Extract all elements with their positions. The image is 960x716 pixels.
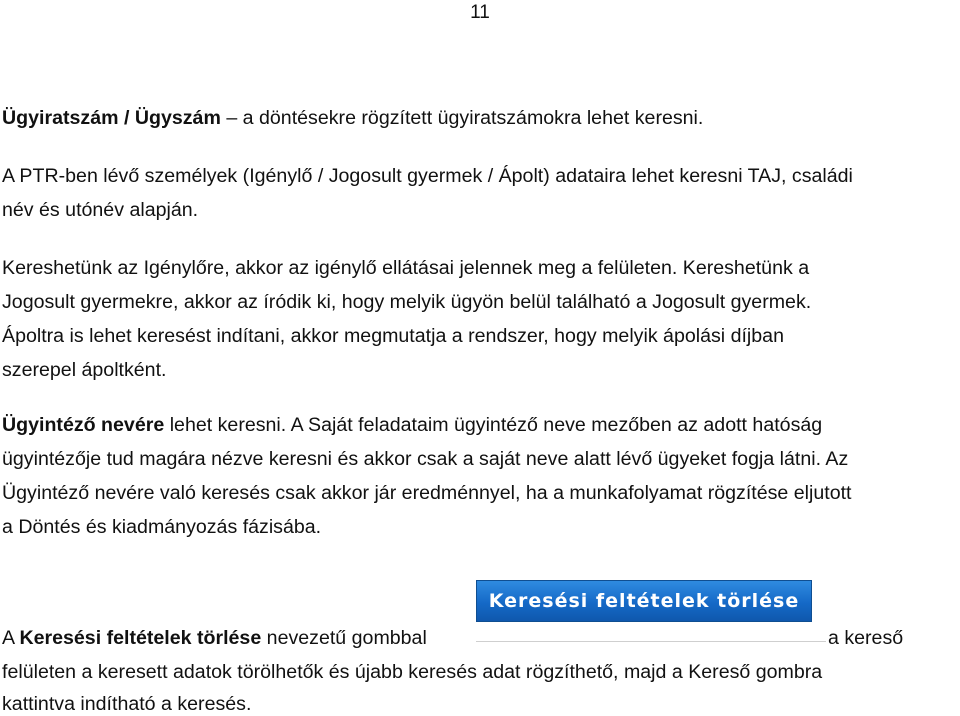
paragraph-officer-line-2: ügyintézője tud magára nézve keresni és akkor csak a saját neve alatt lévő ügyeket fogja látni. Az [2, 448, 849, 470]
paragraph-clear-line-1-end: a kereső [828, 627, 904, 649]
paragraph-search-line-4: szerepel ápoltként. [2, 359, 167, 381]
text: A [2, 627, 20, 649]
text: nevezetű gombbal [261, 627, 427, 649]
paragraph-search-line-3: Ápoltra is lehet keresést indítani, akkor megmutatja a rendszer, hogy melyik ápolási díjban [2, 325, 784, 347]
paragraph-persons-line-2: név és utónév alapján. [2, 199, 199, 221]
paragraph-search-line-2: Jogosult gyermekre, akkor az íródik ki, hogy melyik ügyön belül található a Jogosult gyermek. [2, 291, 812, 313]
divider [476, 641, 826, 642]
clear-search-criteria-button[interactable]: Keresési feltételek törlése [476, 580, 812, 622]
term-clear-button: Keresési feltételek törlése [19, 627, 262, 649]
paragraph-search-line-1: Kereshetünk az Igénylőre, akkor az igénylő ellátásai jelennek meg a felületen. Kereshetünk a [2, 257, 810, 279]
paragraph-persons-line-1: A PTR-ben lévő személyek (Igénylő / Jogosult gyermek / Ápolt) adataira lehet keresni TAJ, családi [2, 165, 853, 187]
paragraph-officer-line-1 [2, 413, 822, 437]
paragraph-officer-line-4: a Döntés és kiadmányozás fázisába. [2, 516, 322, 538]
paragraph-officer-line-3: Ügyintéző nevére való keresés csak akkor jár eredménnyel, ha a munkafolyamat rögzítése eljutott [2, 482, 852, 504]
paragraph-clear-line-1 [2, 626, 427, 650]
paragraph-clear-line-2: felületen a keresett adatok törölhetők és újabb keresés adat rögzíthető, majd a Kereső gombra [2, 661, 823, 683]
term-officer-name: Ügyintéző nevére [2, 414, 165, 436]
text: lehet keresni. A Saját feladataim ügyintéző neve mezőben az adott hatóság [164, 414, 823, 436]
page-number: 11 [470, 2, 490, 23]
paragraph-case-number [2, 106, 703, 130]
paragraph-clear-line-3: kattintva indítható a keresés. [2, 693, 252, 715]
text: – a döntésekre rögzített ügyiratszámokra lehet keresni. [220, 107, 704, 129]
term-case-number: Ügyiratszám / Ügyszám [2, 107, 221, 129]
